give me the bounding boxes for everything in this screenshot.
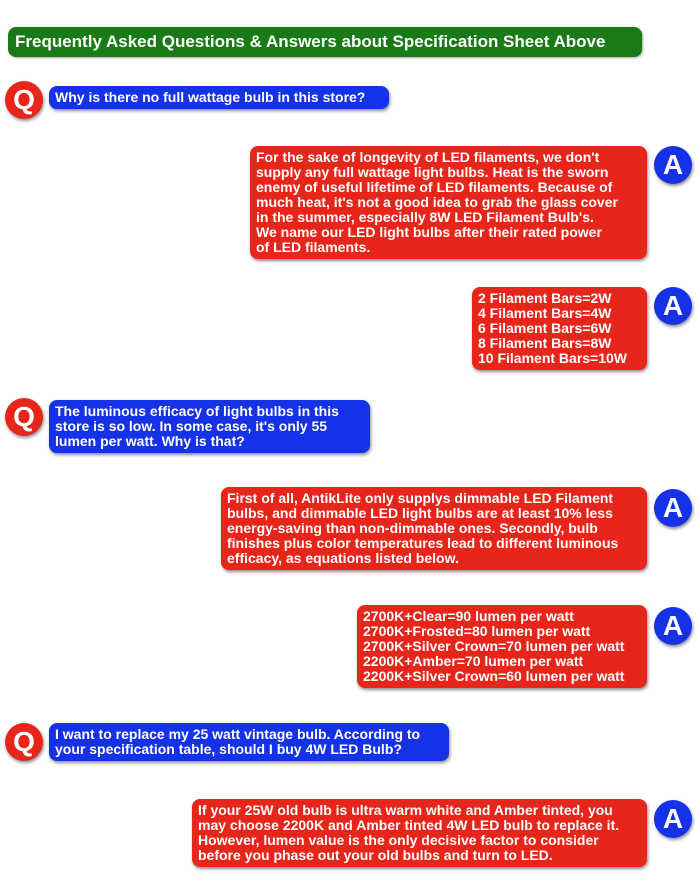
answer-icon: A — [654, 146, 692, 184]
answer-text-line: 2700K+Frosted=80 lumen per watt — [363, 623, 591, 639]
question-icon: Q — [5, 723, 43, 761]
answer-bubble — [250, 146, 647, 259]
faq-header: Frequently Asked Questions & Answers about Specification Sheet Above — [8, 27, 642, 57]
answer-text-line: finishes plus color temperatures lead to different luminous — [227, 535, 619, 551]
answer-text-line: 6 Filament Bars=6W — [478, 320, 612, 336]
question-text-line: store is so low. In some case, it's only 55 — [55, 418, 328, 434]
answer-bubble — [192, 799, 647, 867]
question-text-line: I want to replace my 25 watt vintage bulb. According to — [55, 726, 421, 742]
answer-text-line: supply any full wattage light bulbs. Heat is the sworn — [256, 164, 609, 180]
answer-text-line: in the summer, especially 8W LED Filament Bulb's. — [256, 209, 594, 225]
answer-text-line: First of all, AntikLite only supplys dimmable LED Filament — [227, 490, 614, 506]
question-text-line: lumen per watt. Why is that? — [55, 433, 245, 449]
answer-bubble — [221, 487, 647, 570]
answer-text-line: energy-saving than non-dimmable ones. Secondly, bulb — [227, 520, 598, 536]
answer-text-line: We name our LED light bulbs after their rated power — [256, 224, 602, 240]
question-icon: Q — [5, 398, 43, 436]
answer-icon: A — [654, 607, 692, 645]
answer-icon: A — [654, 287, 692, 325]
answer-bubble — [472, 287, 647, 370]
answer-text-line: bulbs, and dimmable LED light bulbs are at least 10% less — [227, 505, 613, 521]
answer-text-line: However, lumen value is the only decisive factor to consider — [198, 832, 599, 848]
answer-text-line: 2 Filament Bars=2W — [478, 290, 612, 306]
answer-text-line: 2700K+Clear=90 lumen per watt — [363, 608, 574, 624]
answer-icon: A — [654, 800, 692, 838]
question-icon: Q — [5, 81, 43, 119]
answer-text-line: efficacy, as equations listed below. — [227, 550, 459, 566]
answer-bubble — [357, 605, 647, 688]
answer-text-line: of LED filaments. — [256, 239, 371, 255]
answer-text-line: 8 Filament Bars=8W — [478, 335, 612, 351]
answer-text-line: 10 Filament Bars=10W — [478, 350, 628, 366]
answer-icon: A — [654, 489, 692, 527]
answer-text-line: enemy of useful lifetime of LED filaments. Because of — [256, 179, 613, 195]
answer-text-line: 4 Filament Bars=4W — [478, 305, 612, 321]
answer-text-line: 2200K+Amber=70 lumen per watt — [363, 653, 584, 669]
answer-text-line: before you phase out your old bulbs and turn to LED. — [198, 847, 553, 863]
question-bubble — [49, 86, 389, 109]
answer-text-line: 2700K+Silver Crown=70 lumen per watt — [363, 638, 625, 654]
answer-text-line: If your 25W old bulb is ultra warm white and Amber tinted, you — [198, 802, 613, 818]
answer-text-line: 2200K+Silver Crown=60 lumen per watt — [363, 668, 625, 684]
answer-text-line: may choose 2200K and Amber tinted 4W LED bulb to replace it. — [198, 817, 620, 833]
answer-text-line: much heat, it's not a good idea to grab the glass cover — [256, 194, 618, 210]
question-bubble — [49, 400, 370, 453]
answer-text-line: For the sake of longevity of LED filaments, we don't — [256, 149, 600, 165]
question-bubble — [49, 723, 449, 761]
question-text-line: your specification table, should I buy 4W LED Bulb? — [55, 741, 402, 757]
question-text-line: The luminous efficacy of light bulbs in this — [55, 403, 339, 419]
question-text-line: Why is there no full wattage bulb in this store? — [55, 89, 366, 105]
